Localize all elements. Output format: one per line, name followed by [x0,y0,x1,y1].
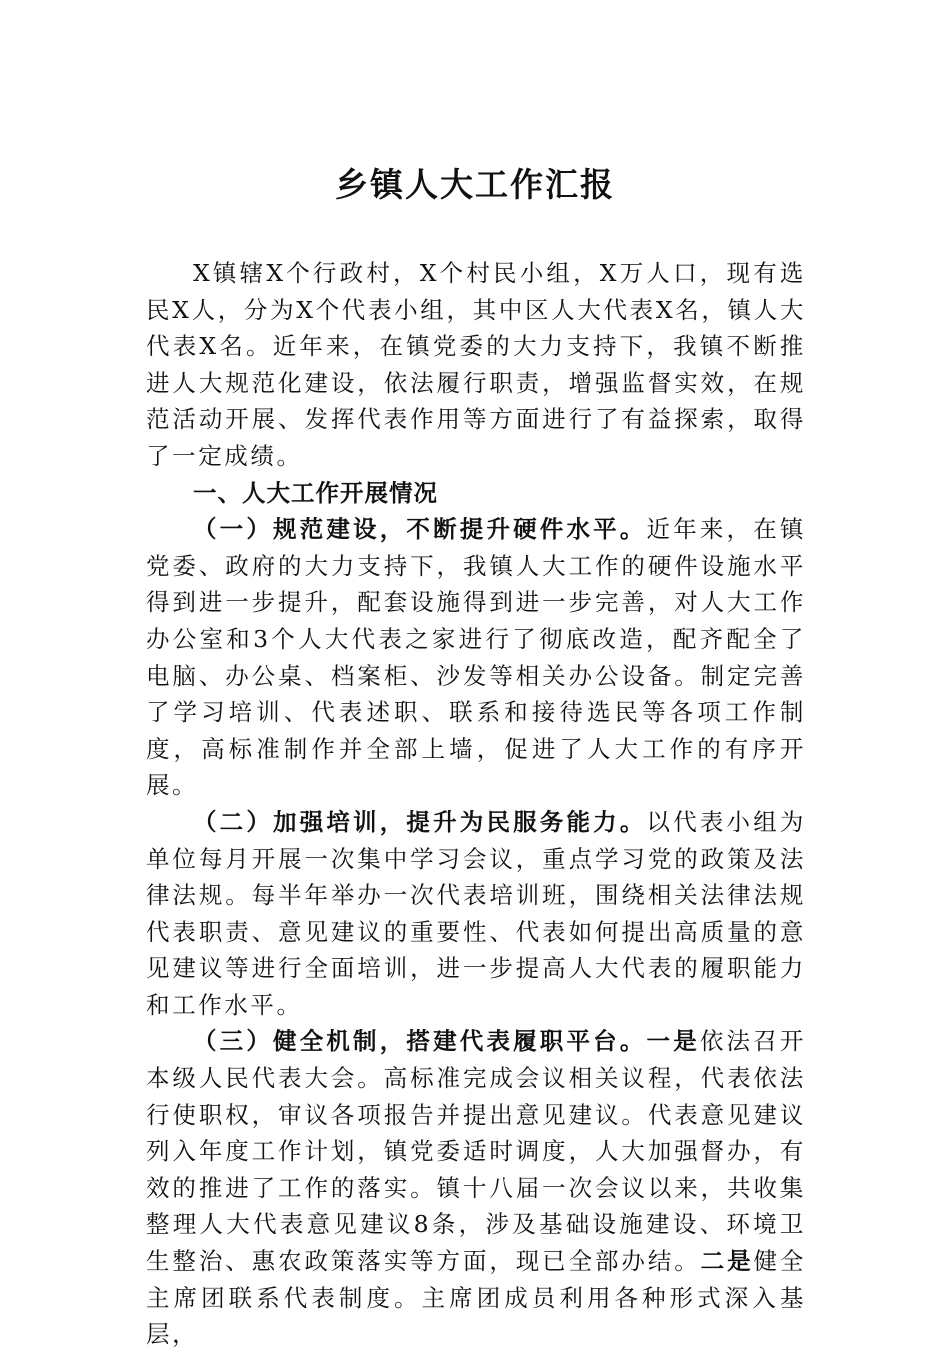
document-body [146,255,806,1353]
item-3-lead: （三）健全机制，搭建代表履职平台。 [193,1027,647,1056]
item-3-text-1: 依法召开本级人民代表大会。高标准完成会议相关议程，代表依法行使职权，审议各项报告并提出意见建议。代表意见建议列入年度工作计划，镇党委适时调度，人大加强督办，有效的推进了工作的落实。镇十八届一次会议以来，共收集整理人大代表意见建议8条，涉及基础设施建设、环境卫生整治、惠农政策落实等方面，现已全部办结。 [146,1027,807,1276]
section-heading: 一、人大工作开展情况 [193,478,438,507]
item-3-mark-1: 一是 [646,1027,700,1056]
paragraph-item-1 [146,511,806,804]
item-1-lead: （一）规范建设，不断提升硬件水平。 [193,515,647,544]
item-2-text: 以代表小组为单位每月开展一次集中学习会议，重点学习党的政策及法律法规。每半年举办一次代表培训班，围绕相关法律法规代表职责、意见建议的重要性、代表如何提出高质量的意见建议等进行全面培训，进一步提高人大代表的履职能力和工作水平。 [146,807,806,1019]
document-title: 乡镇人大工作汇报 [335,165,615,204]
paragraph-item-2 [146,804,806,1024]
paragraph-item-3 [146,1023,806,1352]
item-1-text: 近年来，在镇党委、政府的大力支持下，我镇人大工作的硬件设施水平得到进一步提升，配套设施得到进一步完善，对人大工作办公室和3个人大代表之家进行了彻底改造，配齐配全了电脑、办公桌、档案柜、沙发等相关办公设备。制定完善了学习培训、代表述职、联系和接待选民等各项工作制度，高标准制作并全部上墙，促进了人大工作的有序开展。 [146,515,806,800]
item-3-mark-2: 二是 [700,1247,754,1276]
item-2-lead: （二）加强培训，提升为民服务能力。 [193,807,647,836]
item-3-text-2: 健全主席团联系代表制度。主席团成员利用各种形式深入基层， [146,1247,806,1349]
intro-paragraph: X镇辖X个行政村，X个村民小组，X万人口，现有选民X人，分为X个代表小组，其中区人大代表X名，镇人大代表X名。近年来，在镇党委的大力支持下，我镇不断推进人大规范化建设，依法履行职责，增强监督实效，在规范活动开展、发挥代表作用等方面进行了有益探索，取得了一定成绩。 [146,259,806,470]
